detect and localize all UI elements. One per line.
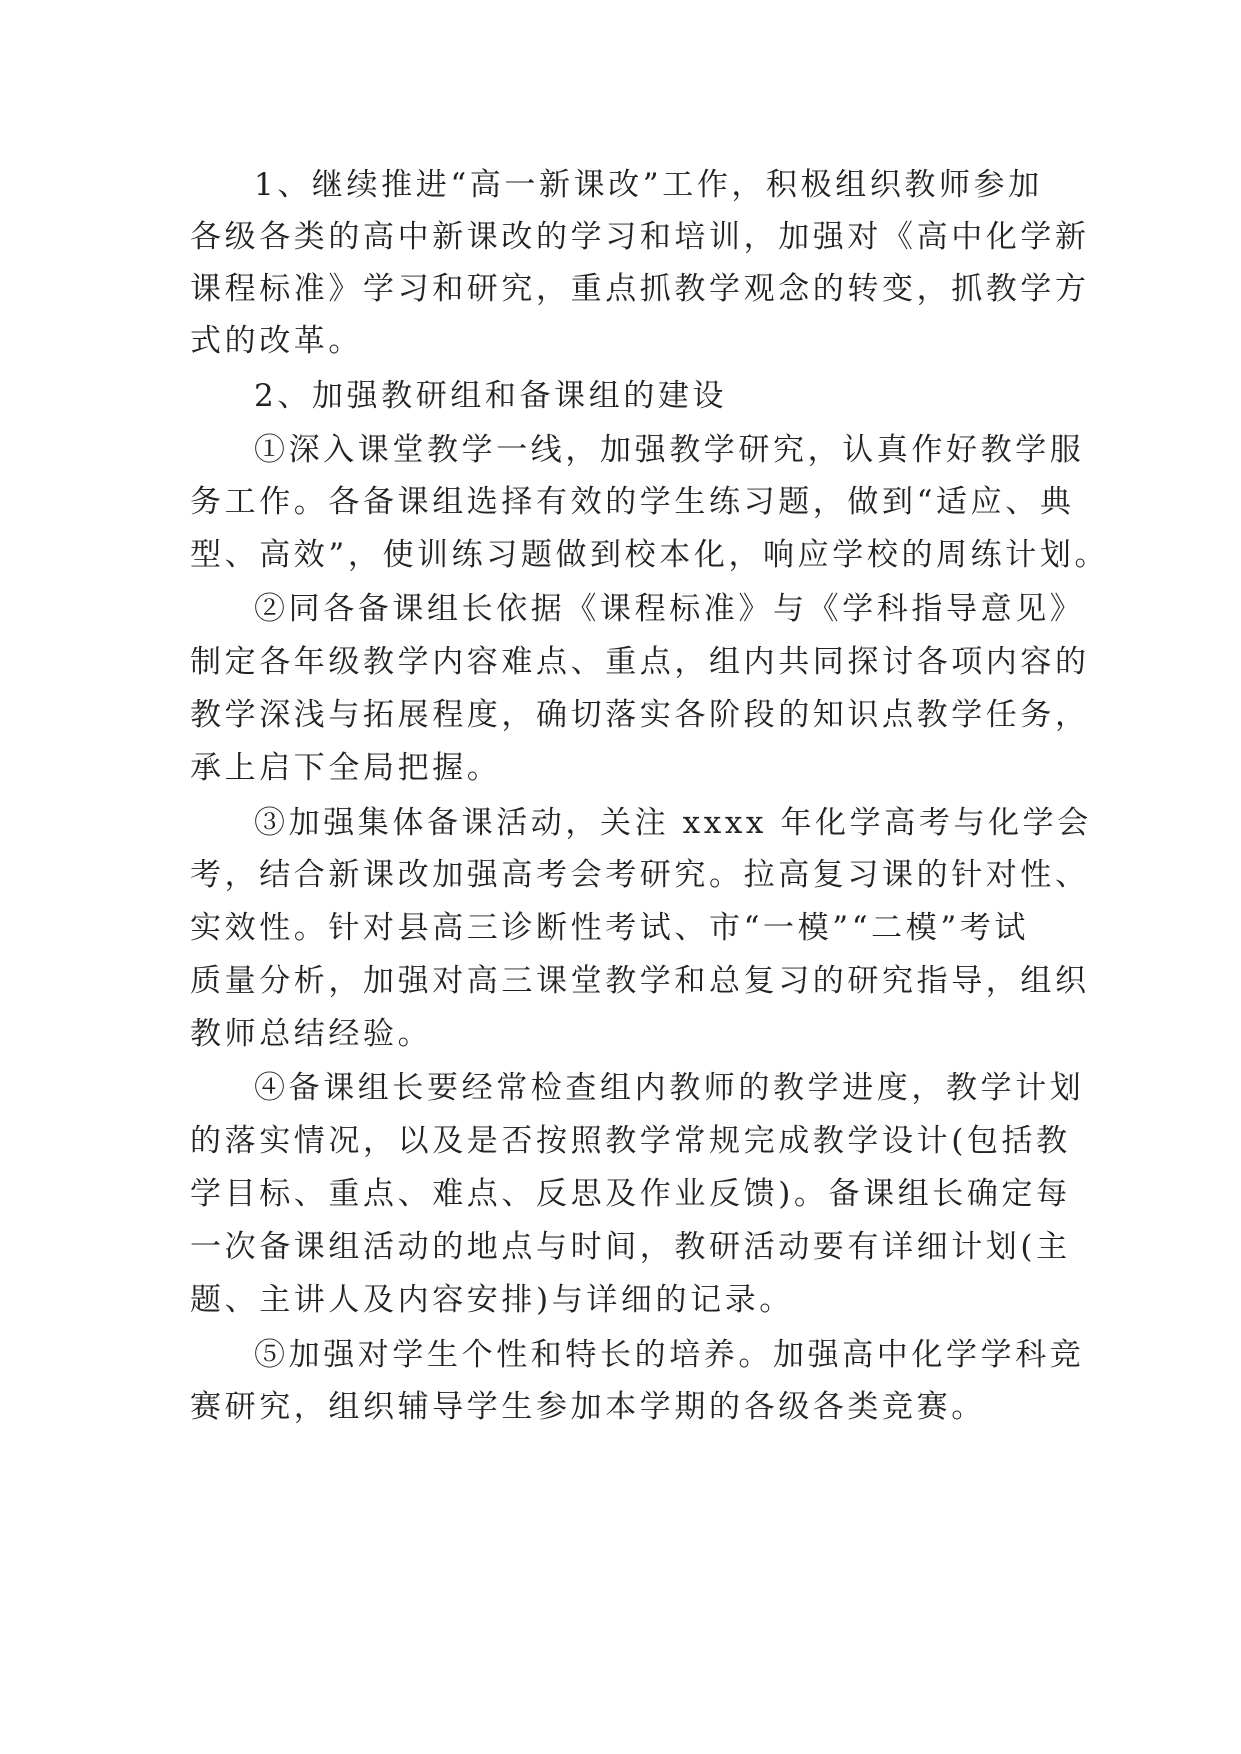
item-1-line-2: 务工作。各备课组选择有效的学生练习题，做到“适应、典 [190, 484, 1075, 520]
item-1-line-1: ①深入课堂教学一线，加强教学研究，认真作好教学服 [254, 432, 1085, 468]
item-1-line-3: 型、高效”，使训练习题做到校本化，响应学校的周练计划。 [190, 537, 1110, 573]
item-5-line-1: ⑤加强对学生个性和特长的培养。加强高中化学学科竞 [254, 1337, 1085, 1373]
item-4-line-1: ④备课组长要经常检查组内教师的教学进度，教学计划 [254, 1070, 1085, 1106]
paragraph-1-line-2: 各级各类的高中新课改的学习和培训，加强对《高中化学新 [190, 219, 1090, 255]
paragraph-1-line-4: 式的改革。 [190, 323, 363, 359]
item-3-line-1: ③加强集体备课活动，关注 xxxx 年化学高考与化学会 [254, 805, 1092, 841]
item-4-line-3: 学目标、重点、难点、反思及作业反馈)。备课组长确定每 [190, 1176, 1071, 1212]
item-4-line-2: 的落实情况，以及是否按照教学常规完成教学设计(包括教 [190, 1123, 1071, 1159]
item-2-line-1: ②同各备课组长依据《课程标准》与《学科指导意见》 [254, 591, 1085, 627]
item-3-line-5: 教师总结经验。 [190, 1016, 433, 1052]
item-3-line-2: 考，结合新课改加强高考会考研究。拉高复习课的针对性、 [190, 857, 1090, 893]
item-5-line-2: 赛研究，组织辅导学生参加本学期的各级各类竞赛。 [190, 1389, 986, 1425]
item-3-line-4: 质量分析，加强对高三课堂教学和总复习的研究指导，组织 [190, 963, 1090, 999]
item-2-line-2: 制定各年级教学内容难点、重点，组内共同探讨各项内容的 [190, 644, 1090, 680]
section-2-heading: 2、加强教研组和备课组的建设 [254, 378, 728, 414]
item-4-line-5: 题、主讲人及内容安排)与详细的记录。 [190, 1282, 794, 1318]
item-2-line-3: 教学深浅与拓展程度，确切落实各阶段的知识点教学任务， [190, 697, 1090, 733]
item-4-line-4: 一次备课组活动的地点与时间，教研活动要有详细计划(主 [190, 1229, 1071, 1265]
item-3-line-3: 实效性。针对县高三诊断性考试、市“一模”“二模”考试 [190, 910, 1029, 946]
paragraph-1-line-1: 1、继续推进“高一新课改”工作，积极组织教师参加 [254, 167, 1043, 203]
paragraph-1-line-3: 课程标准》学习和研究，重点抓教学观念的转变，抓教学方 [190, 271, 1090, 307]
item-2-line-4: 承上启下全局把握。 [190, 750, 502, 786]
